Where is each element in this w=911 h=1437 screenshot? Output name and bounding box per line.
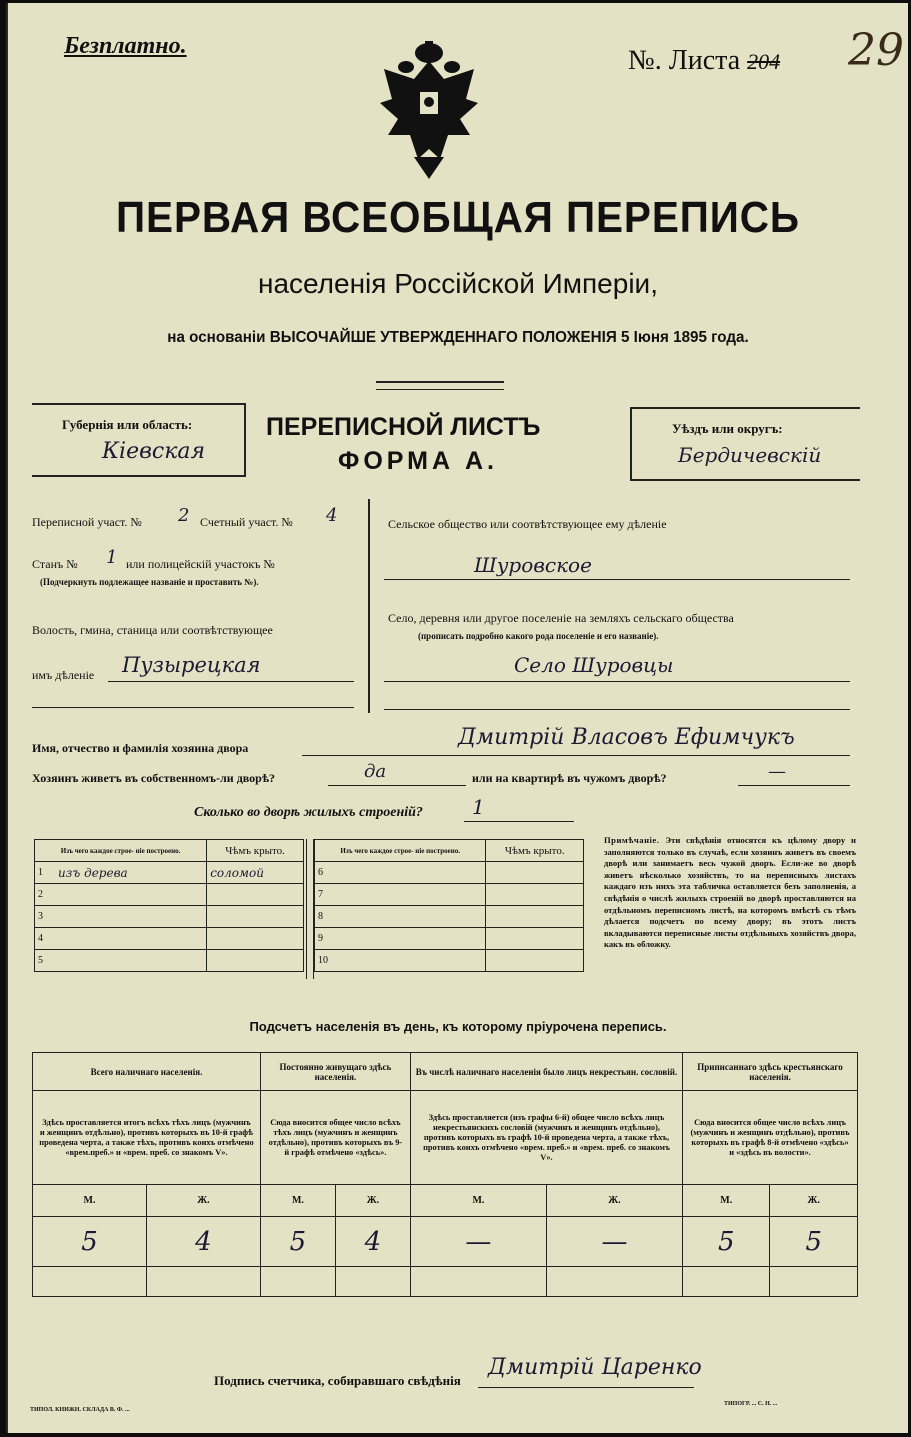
building-roof bbox=[486, 862, 584, 884]
own-yard-line bbox=[328, 785, 466, 786]
printer-right: ТИПОГР. ... С. Н. ... bbox=[724, 1401, 778, 1407]
building-material bbox=[55, 950, 207, 972]
building-roof: соломой bbox=[207, 862, 304, 884]
male-header: М. bbox=[260, 1185, 335, 1217]
note-heading: Примѣчаніе. bbox=[604, 835, 660, 845]
building-material: изъ дерева bbox=[55, 862, 207, 884]
male-count: 5 bbox=[260, 1217, 335, 1267]
building-roof bbox=[207, 906, 304, 928]
female-header: Ж. bbox=[146, 1185, 260, 1217]
volost-label-2: имъ дѣленіе bbox=[32, 668, 95, 682]
form-letter: ФОРМА А. bbox=[338, 447, 498, 475]
village-note: (прописать подробно какого рода поселеніе и его названіе). bbox=[418, 631, 659, 641]
male-header: М. bbox=[683, 1185, 770, 1217]
ornament-divider bbox=[376, 381, 504, 390]
building-material bbox=[339, 906, 486, 928]
vertical-divider bbox=[368, 499, 370, 713]
building-roof bbox=[486, 884, 584, 906]
population-column-header: Приписаннаго здѣсь крестьянскаго населенія. bbox=[683, 1053, 858, 1091]
subtitle: населенія Россійской Имперіи, bbox=[258, 268, 658, 299]
building-row bbox=[35, 906, 304, 928]
village-value: Село Шуровцы bbox=[514, 653, 674, 677]
building-roof bbox=[486, 950, 584, 972]
village-label: Село, деревня или другое поселеніе на земляхъ сельскаго общества bbox=[388, 611, 734, 625]
gubernia-value: Кіевская bbox=[102, 439, 206, 464]
rent-label: или на квартирѣ въ чужомъ дворѣ? bbox=[472, 771, 667, 785]
building-row bbox=[35, 950, 304, 972]
building-material bbox=[339, 950, 486, 972]
printer-left: ТИПОЛ. КНИЖН. СКЛАДА В. Ф. ... bbox=[30, 1407, 130, 1413]
note-block bbox=[604, 835, 856, 951]
sheet-number-crossed: 204 bbox=[747, 49, 781, 74]
gubernia-box bbox=[32, 403, 246, 477]
building-row bbox=[35, 884, 304, 906]
owner-name-line bbox=[302, 755, 850, 756]
society-value: Шуровское bbox=[474, 553, 592, 577]
stan-label: Станъ № bbox=[32, 557, 78, 571]
building-material bbox=[55, 928, 207, 950]
uezd-value: Бердичевскій bbox=[678, 443, 822, 467]
building-row bbox=[315, 906, 584, 928]
volost-label: Волость, гмина, станица или соотвѣтствующее bbox=[32, 623, 273, 637]
female-count: — bbox=[546, 1217, 682, 1267]
stan-value: 1 bbox=[106, 547, 118, 568]
population-column-description: Сюда вносится общее число всѣхъ лицъ (мужчинъ и женщинъ отдѣльно), противъ которыхъ въ графѣ 8-й отмѣчено «здѣсь» и «здѣсь въ волости». bbox=[683, 1091, 858, 1185]
building-row bbox=[35, 862, 304, 884]
building-number: 2 bbox=[35, 884, 56, 906]
building-roof bbox=[486, 906, 584, 928]
note-text: Эти свѣдѣнія относятся къ цѣлому двору и заполняются только въ случаѣ, если хозяинъ живетъ въ своемъ дворѣ или занимаетъ весь чужой дворъ. Если-же во дворѣ живетъ нѣсколько хозяйствъ, то на переписныхъ листахъ каждаго изъ нихъ эта табличка оставляется безъ заполненія, а свѣдѣнія о числѣ жилыхъ строеній во дворѣ проставляются на отдѣльномъ переписномъ листѣ, на которомъ вмѣстѣ съ тѣмъ дѣлается подсчетъ по всему двору; въ этотъ листъ вкладываются переписные листы отдѣльныхъ хозяйствъ двора, какъ въ обложку. bbox=[604, 835, 856, 950]
building-number: 8 bbox=[315, 906, 340, 928]
col-roof-header-2: Чѣмъ крыто. bbox=[486, 840, 584, 862]
female-header: Ж. bbox=[770, 1185, 858, 1217]
counting-area-value: 4 bbox=[326, 505, 338, 526]
population-column-description: Здѣсь проставляется итогъ всѣхъ тѣхъ лицъ (мужчинъ и женщинъ отдѣльно), противъ которыхъ въ 10-й графѣ проведена черта, а также тѣхъ, противъ коихъ отмѣчено «врем.преб.» и «врем. преб. со знакомъ V». bbox=[33, 1091, 261, 1185]
society-line bbox=[384, 579, 850, 580]
building-roof bbox=[207, 884, 304, 906]
building-material bbox=[55, 884, 207, 906]
male-count: 5 bbox=[33, 1217, 147, 1267]
rent-value: — bbox=[768, 761, 786, 782]
society-label: Сельское общество или соотвѣтствующее ему дѣленіе bbox=[388, 517, 667, 531]
blank-cell bbox=[770, 1267, 858, 1297]
population-column-header: Въ числѣ наличнаго населенія было лицъ некрестьян. сословій. bbox=[410, 1053, 682, 1091]
buildings-count-label: Сколько во дворѣ жилыхъ строеній? bbox=[194, 805, 423, 820]
population-column-description: Сюда вносится общее число всѣхъ тѣхъ лицъ (мужчинъ и женщинъ отдѣльно), противъ которыхъ въ 9-й графѣ отмѣчено «здѣсь». bbox=[260, 1091, 410, 1185]
blank-cell bbox=[410, 1267, 546, 1297]
female-header: Ж. bbox=[335, 1185, 410, 1217]
form-title: ПЕРЕПИСНОЙ ЛИСТЪ bbox=[266, 413, 541, 441]
signature-value: Дмитрій Царенко bbox=[488, 1355, 702, 1380]
police-label: или полицейскій участокъ № bbox=[126, 557, 275, 571]
blank-cell bbox=[335, 1267, 410, 1297]
population-column-description: Здѣсь проставляется (изъ графы 6-й) общее число всѣхъ лицъ некрестьянскихъ сословій (мужчинъ и женщинъ отдѣльно), противъ которыхъ въ графѣ 10-й проведена черта, а также тѣхъ, противъ коихъ отмѣчено «врем. преб.» и «врем. преб. со знакомъ V». bbox=[410, 1091, 682, 1185]
building-row bbox=[315, 862, 584, 884]
rent-line bbox=[738, 785, 850, 786]
building-material bbox=[339, 928, 486, 950]
imperial-eagle-icon bbox=[374, 39, 484, 181]
volost-value: Пузырецкая bbox=[122, 653, 261, 677]
population-table bbox=[32, 1052, 858, 1297]
col-made-header-2: Изъ чего каждое строе- ніе построено. bbox=[315, 840, 486, 862]
gubernia-label: Губернія или область: bbox=[62, 417, 193, 432]
buildings-table-right bbox=[314, 839, 584, 972]
own-yard-label: Хозяинъ живетъ въ собственномъ-ли дворѣ? bbox=[32, 771, 276, 785]
sheet-number-handwritten: 29 bbox=[848, 25, 904, 76]
building-number: 5 bbox=[35, 950, 56, 972]
building-number: 1 bbox=[35, 862, 56, 884]
blank-cell bbox=[146, 1267, 260, 1297]
building-number: 6 bbox=[315, 862, 340, 884]
population-column-header: Всего наличнаго населенія. bbox=[33, 1053, 261, 1091]
census-area-value: 2 bbox=[178, 505, 190, 526]
building-row bbox=[35, 928, 304, 950]
female-count: 4 bbox=[146, 1217, 260, 1267]
table-double-rule bbox=[306, 839, 314, 979]
area-note: (Подчеркнуть подлежащее названіе и проставить №). bbox=[40, 577, 259, 587]
blank-cell bbox=[683, 1267, 770, 1297]
free-label: Безплатно. bbox=[64, 33, 187, 59]
building-number: 3 bbox=[35, 906, 56, 928]
building-number: 7 bbox=[315, 884, 340, 906]
building-number: 10 bbox=[315, 950, 340, 972]
own-yard-value: да bbox=[364, 761, 387, 782]
male-count: — bbox=[410, 1217, 546, 1267]
buildings-count-value: 1 bbox=[472, 795, 485, 819]
buildings-table-left bbox=[34, 839, 304, 972]
building-roof bbox=[207, 950, 304, 972]
building-material bbox=[55, 906, 207, 928]
building-material bbox=[339, 884, 486, 906]
male-header: М. bbox=[33, 1185, 147, 1217]
volost-line-2 bbox=[32, 707, 354, 708]
buildings-count-line bbox=[464, 821, 574, 822]
building-roof bbox=[486, 928, 584, 950]
blank-cell bbox=[546, 1267, 682, 1297]
owner-name-value: Дмитрій Власовъ Ефимчукъ bbox=[458, 725, 795, 750]
male-header: М. bbox=[410, 1185, 546, 1217]
signature-label: Подпись счетчика, собиравшаго свѣдѣнія bbox=[214, 1373, 461, 1388]
uezd-box bbox=[630, 407, 860, 481]
main-title: ПЕРВАЯ ВСЕОБЩАЯ ПЕРЕПИСЬ bbox=[116, 193, 800, 242]
col-roof-header: Чѣмъ крыто. bbox=[207, 840, 304, 862]
building-row bbox=[315, 950, 584, 972]
building-row bbox=[315, 928, 584, 950]
female-header: Ж. bbox=[546, 1185, 682, 1217]
village-line bbox=[384, 681, 850, 682]
blank-cell bbox=[33, 1267, 147, 1297]
building-row bbox=[315, 884, 584, 906]
building-number: 9 bbox=[315, 928, 340, 950]
blank-cell bbox=[260, 1267, 335, 1297]
volost-line bbox=[108, 681, 354, 682]
col-made-header: Изъ чего каждое строе- ніе построено. bbox=[35, 840, 207, 862]
building-number: 4 bbox=[35, 928, 56, 950]
female-count: 4 bbox=[335, 1217, 410, 1267]
building-material bbox=[339, 862, 486, 884]
sheet-number-label: №. Листа bbox=[628, 45, 741, 76]
population-title: Подсчетъ населенія въ день, къ которому пріурочена перепись. bbox=[249, 1019, 667, 1034]
census-area-label: Переписной участ. № bbox=[32, 515, 142, 529]
sheet-number bbox=[628, 45, 780, 77]
uezd-label: Уѣздъ или округъ: bbox=[672, 421, 783, 436]
population-column-header: Постоянно живущаго здѣсь населенія. bbox=[260, 1053, 410, 1091]
census-sheet bbox=[6, 3, 908, 1433]
basis-line: на основаніи ВЫСОЧАЙШЕ УТВЕРЖДЕННАГО ПОЛОЖЕНІЯ 5 Іюня 1895 года. bbox=[167, 329, 749, 346]
building-roof bbox=[207, 928, 304, 950]
male-count: 5 bbox=[683, 1217, 770, 1267]
counting-area-label: Счетный участ. № bbox=[200, 515, 293, 529]
signature-line bbox=[478, 1387, 694, 1388]
owner-name-label: Имя, отчество и фамилія хозяина двора bbox=[32, 741, 249, 755]
village-line-2 bbox=[384, 709, 850, 710]
female-count: 5 bbox=[770, 1217, 858, 1267]
